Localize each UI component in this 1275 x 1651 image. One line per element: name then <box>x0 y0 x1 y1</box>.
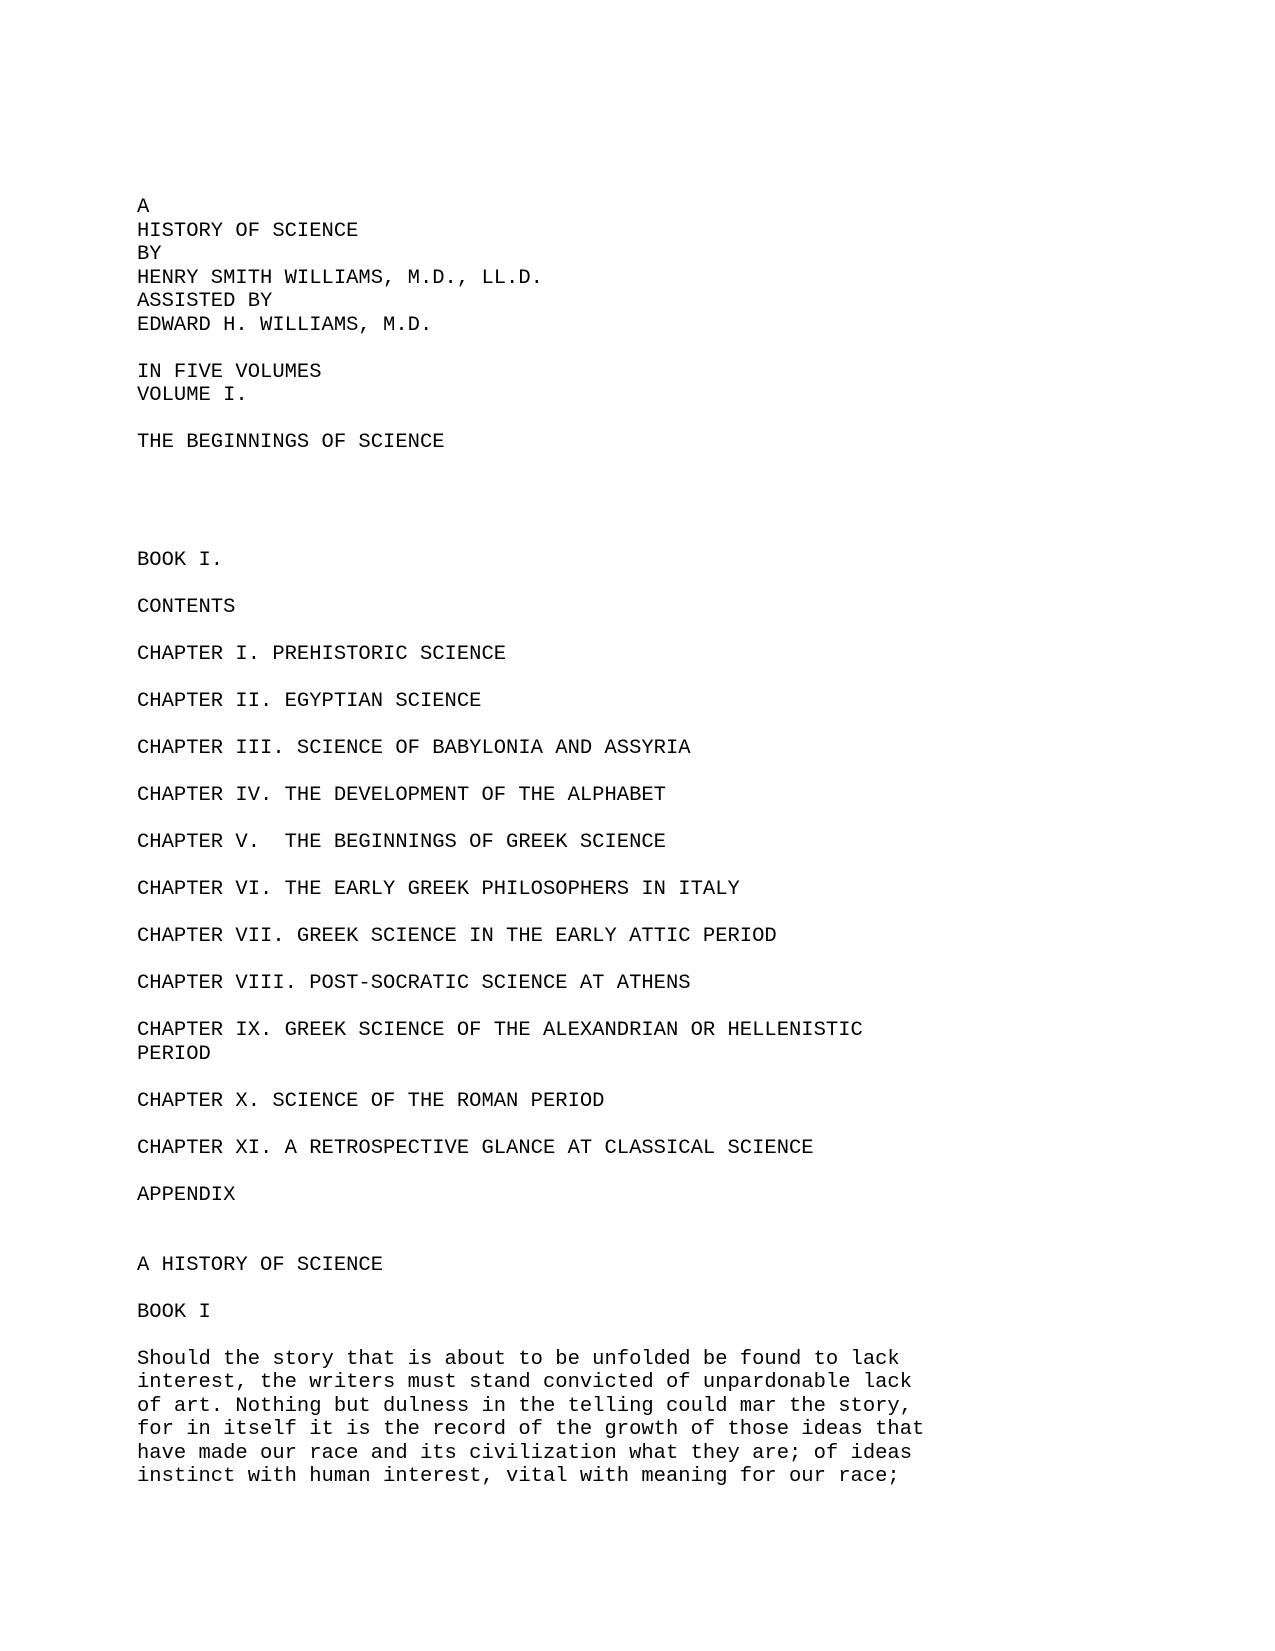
chapter-entry: CHAPTER II. EGYPTIAN SCIENCE <box>137 690 482 713</box>
chapter-entry: CHAPTER IV. THE DEVELOPMENT OF THE ALPHABET <box>137 784 666 807</box>
volumes-line: IN FIVE VOLUMES <box>137 360 322 384</box>
volume-subtitle: THE BEGINNINGS OF SCIENCE <box>137 431 445 454</box>
chapter-entry: CHAPTER VIII. POST-SOCRATIC SCIENCE AT ATHENS <box>137 972 691 995</box>
title-line-assisted-by: ASSISTED BY <box>137 290 273 313</box>
body-heading: A HISTORY OF SCIENCE <box>137 1253 384 1277</box>
title-line-history-of-science: HISTORY OF SCIENCE <box>137 219 359 243</box>
contents-heading: CONTENTS <box>137 596 236 619</box>
contents-book-label: BOOK I. <box>137 549 224 572</box>
assistant-author-name: EDWARD H. WILLIAMS, M.D. <box>137 313 433 337</box>
body-book-label: BOOK I <box>137 1300 211 1324</box>
chapter-entry: CHAPTER XI. A RETROSPECTIVE GLANCE AT CLASSICAL SCIENCE <box>137 1136 814 1160</box>
chapter-entry: CHAPTER V. THE BEGINNINGS OF GREEK SCIENCE <box>137 831 666 854</box>
chapter-entry: CHAPTER VI. THE EARLY GREEK PHILOSOPHERS IN ITALY <box>137 878 740 901</box>
chapter-entry: CHAPTER IX. GREEK SCIENCE OF THE ALEXANDRIAN OR HELLENISTIC PERIOD <box>137 1019 863 1066</box>
chapter-entry: CHAPTER VII. GREEK SCIENCE IN THE EARLY ATTIC PERIOD <box>137 925 777 948</box>
chapter-entry: CHAPTER III. SCIENCE OF BABYLONIA AND ASSYRIA <box>137 737 691 760</box>
author-name: HENRY SMITH WILLIAMS, M.D., LL.D. <box>137 266 543 290</box>
body-paragraph: Should the story that is about to be unfolded be found to lack interest, the writers must stand convicted of unpardonable lack of art. Nothing but dulness in the telling could mar the story, for in itself it is the record of the growth of those ideas that have made our race and its civilization what they are; of ideas instinct with human interest, vital with meaning for our race; <box>137 1347 925 1488</box>
appendix-entry: APPENDIX <box>137 1183 236 1207</box>
title-line-by: BY <box>137 243 162 266</box>
title-line-a: A <box>137 196 150 219</box>
chapter-entry: CHAPTER I. PREHISTORIC SCIENCE <box>137 643 507 666</box>
chapter-entry: CHAPTER X. SCIENCE OF THE ROMAN PERIOD <box>137 1089 605 1113</box>
volume-number: VOLUME I. <box>137 384 248 407</box>
